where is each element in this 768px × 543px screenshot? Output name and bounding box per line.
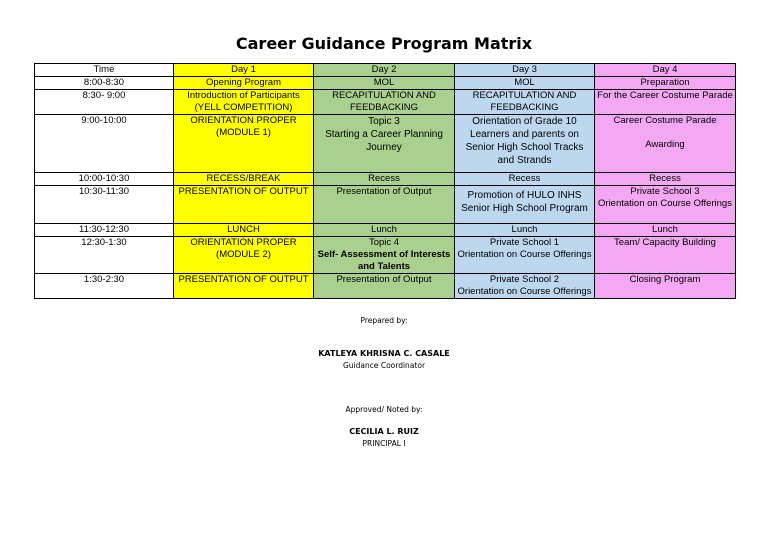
day3-cell: Promotion of HULO INHS Senior High School Program xyxy=(455,186,595,224)
day4-cell: For the Career Costume Parade xyxy=(595,90,736,115)
day1-cell: PRESENTATION OF OUTPUT xyxy=(174,186,314,224)
day1-cell: Introduction of Participants (YELL COMPETITION) xyxy=(174,90,314,115)
header-day-4: Day 4 xyxy=(595,64,736,77)
day3-cell: MOL xyxy=(455,77,595,90)
day3-cell: Private School 1 Orientation on Course Offerings xyxy=(455,237,595,274)
day1-cell: ORIENTATION PROPER (MODULE 2) xyxy=(174,237,314,274)
day3-cell: Lunch xyxy=(455,224,595,237)
day3-cell: Orientation of Grade 10 Learners and parents on Senior High School Tracks and Strands xyxy=(455,115,595,173)
time-cell: 1:30-2:30 xyxy=(35,274,174,299)
day1-cell: Opening Program xyxy=(174,77,314,90)
day1-cell: LUNCH xyxy=(174,224,314,237)
day4-cell: Preparation xyxy=(595,77,736,90)
table-row xyxy=(35,186,736,224)
time-cell: 10:00-10:30 xyxy=(35,173,174,186)
day1-cell: ORIENTATION PROPER (MODULE 1) xyxy=(174,115,314,173)
day4-cell: Recess xyxy=(595,173,736,186)
approved-by-role: PRINCIPAL I xyxy=(362,439,406,448)
approved-by-name: CECILIA L. RUIZ xyxy=(349,427,419,436)
table-row xyxy=(35,77,736,90)
time-cell: 9:00-10:00 xyxy=(35,115,174,173)
day2-cell: MOL xyxy=(314,77,455,90)
table-row xyxy=(35,173,736,186)
day4-cell: Closing Program xyxy=(595,274,736,299)
prepared-by-name: KATLEYA KHRISNA C. CASALE xyxy=(318,349,450,358)
day4-cell: Lunch xyxy=(595,224,736,237)
document-title: Career Guidance Program Matrix xyxy=(235,34,533,53)
time-cell: 10:30-11:30 xyxy=(35,186,174,224)
table-row xyxy=(35,237,736,274)
table-row xyxy=(35,224,736,237)
day2-cell: Presentation of Output xyxy=(314,274,455,299)
day2-cell: Topic 4 Self- Assessment of Interests and Talents xyxy=(314,237,455,274)
prepared-by-label: Prepared by: xyxy=(360,316,408,325)
day2-cell: Presentation of Output xyxy=(314,186,455,224)
table-header-row xyxy=(35,64,736,77)
header-day-1: Day 1 xyxy=(174,64,314,77)
time-cell: 8:30- 9:00 xyxy=(35,90,174,115)
day1-cell: RECESS/BREAK xyxy=(174,173,314,186)
header-day-3: Day 3 xyxy=(455,64,595,77)
day2-cell: Recess xyxy=(314,173,455,186)
time-cell: 12:30-1:30 xyxy=(35,237,174,274)
program-matrix-table xyxy=(34,63,736,299)
day4-cell: Private School 3 Orientation on Course Offerings xyxy=(595,186,736,224)
header-time: Time xyxy=(35,64,174,77)
day4-cell: Team/ Capacity Building xyxy=(595,237,736,274)
day3-cell: RECAPITULATION AND FEEDBACKING xyxy=(455,90,595,115)
header-day-2: Day 2 xyxy=(314,64,455,77)
day2-cell: RECAPITULATION AND FEEDBACKING xyxy=(314,90,455,115)
day4-cell: Career Costume Parade Awarding xyxy=(595,115,736,173)
day3-cell: Recess xyxy=(455,173,595,186)
table-row xyxy=(35,115,736,173)
table-row xyxy=(35,274,736,299)
table-row xyxy=(35,90,736,115)
approved-by-label: Approved/ Noted by: xyxy=(345,405,423,414)
day3-cell: Private School 2 Orientation on Course Offerings xyxy=(455,274,595,299)
time-cell: 11:30-12:30 xyxy=(35,224,174,237)
day1-cell: PRESENTATION OF OUTPUT xyxy=(174,274,314,299)
day2-cell: Topic 3 Starting a Career Planning Journey xyxy=(314,115,455,173)
prepared-by-role: Guidance Coordinator xyxy=(342,361,426,370)
time-cell: 8:00-8:30 xyxy=(35,77,174,90)
day2-cell: Lunch xyxy=(314,224,455,237)
